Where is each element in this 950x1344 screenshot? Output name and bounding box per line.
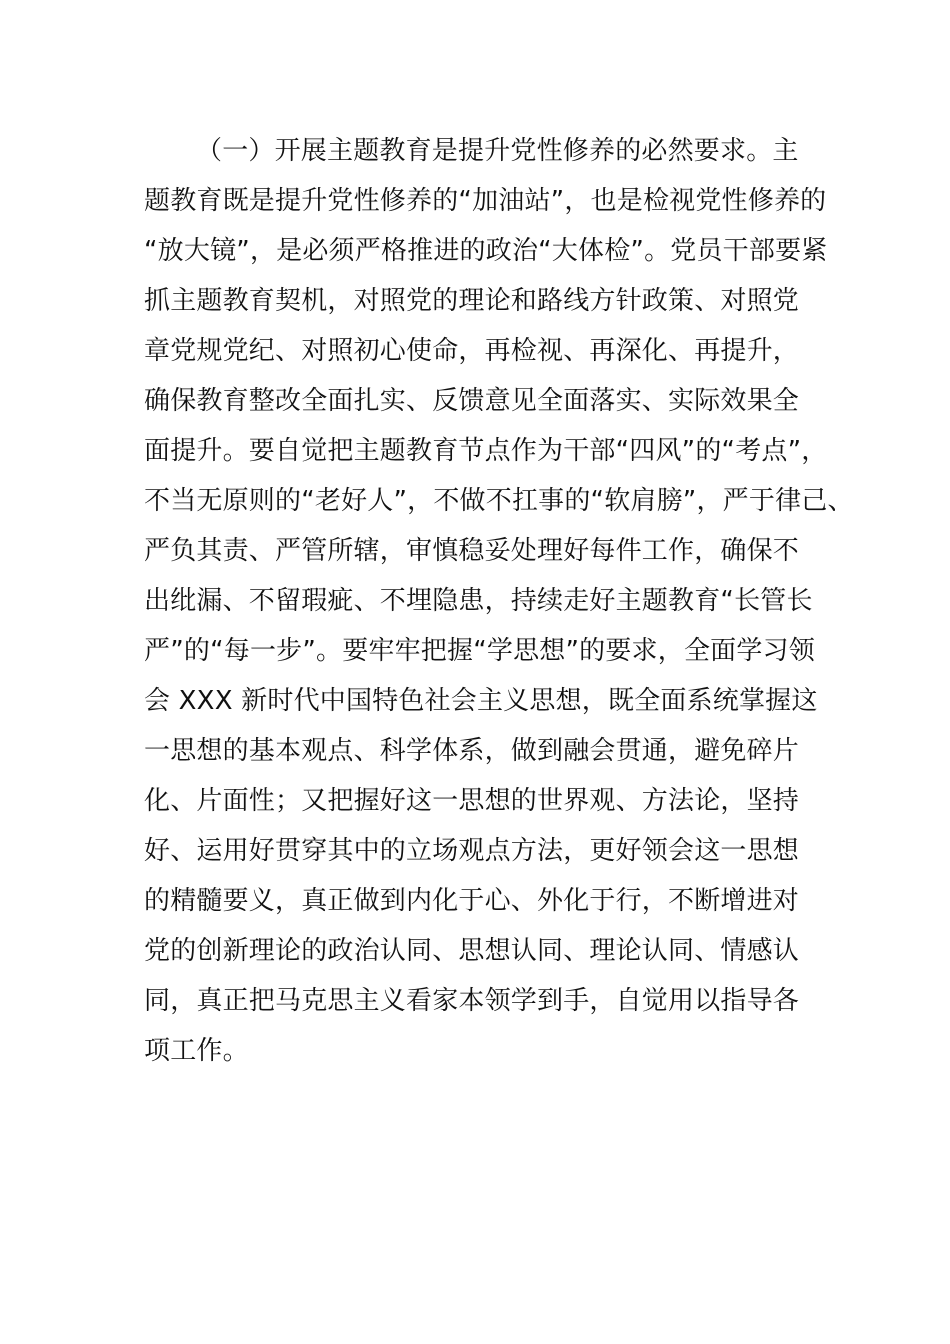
- paragraph-line-19: 项工作。: [144, 1036, 249, 1066]
- paragraph-line-1: （一）开展主题教育是提升党性修养的必然要求。主: [196, 136, 799, 166]
- paragraph-line-10: 出纰漏、不留瑕疵、不埋隐患，持续走好主题教育“长管长: [144, 586, 813, 616]
- paragraph-line-2: 题教育既是提升党性修养的“加油站”，也是检视党性修养的: [144, 186, 827, 216]
- paragraph-line-13: 一思想的基本观点、科学体系，做到融会贯通，避免碎片: [144, 736, 800, 766]
- paragraph-line-14: 化、片面性；又把握好这一思想的世界观、方法论，坚持: [144, 786, 800, 816]
- paragraph-line-11: 严”的“每一步”。要牢牢把握“学思想”的要求，全面学习领: [144, 636, 815, 666]
- paragraph-line-6: 确保教育整改全面扎实、反馈意见全面落实、实际效果全: [144, 386, 800, 416]
- paragraph-line-9: 严负其责、严管所辖，审慎稳妥处理好每件工作，确保不: [144, 536, 800, 566]
- paragraph-line-15: 好、运用好贯穿其中的立场观点方法，更好领会这一思想: [144, 836, 800, 866]
- paragraph-line-5: 章党规党纪、对照初心使命，再检视、再深化、再提升，: [144, 336, 800, 366]
- paragraph-line-7: 面提升。要自觉把主题教育节点作为干部“四风”的“考点”，: [144, 436, 828, 466]
- paragraph-line-18: 同，真正把马克思主义看家本领学到手，自觉用以指导各: [144, 986, 800, 1016]
- paragraph-line-3: “放大镜”，是必须严格推进的政治“大体检”。党员干部要紧: [144, 236, 828, 266]
- paragraph-line-12: 会 XXX 新时代中国特色社会主义思想，既全面系统掌握这: [144, 686, 818, 716]
- paragraph-line-4: 抓主题教育契机，对照党的理论和路线方针政策、对照党: [144, 286, 800, 316]
- paragraph-line-16: 的精髓要义，真正做到内化于心、外化于行，不断增进对: [144, 886, 800, 916]
- paragraph-line-8: 不当无原则的“老好人”，不做不扛事的“软肩膀”，严于律己、: [144, 486, 854, 516]
- paragraph-line-17: 党的创新理论的政治认同、思想认同、理论认同、情感认: [144, 936, 800, 966]
